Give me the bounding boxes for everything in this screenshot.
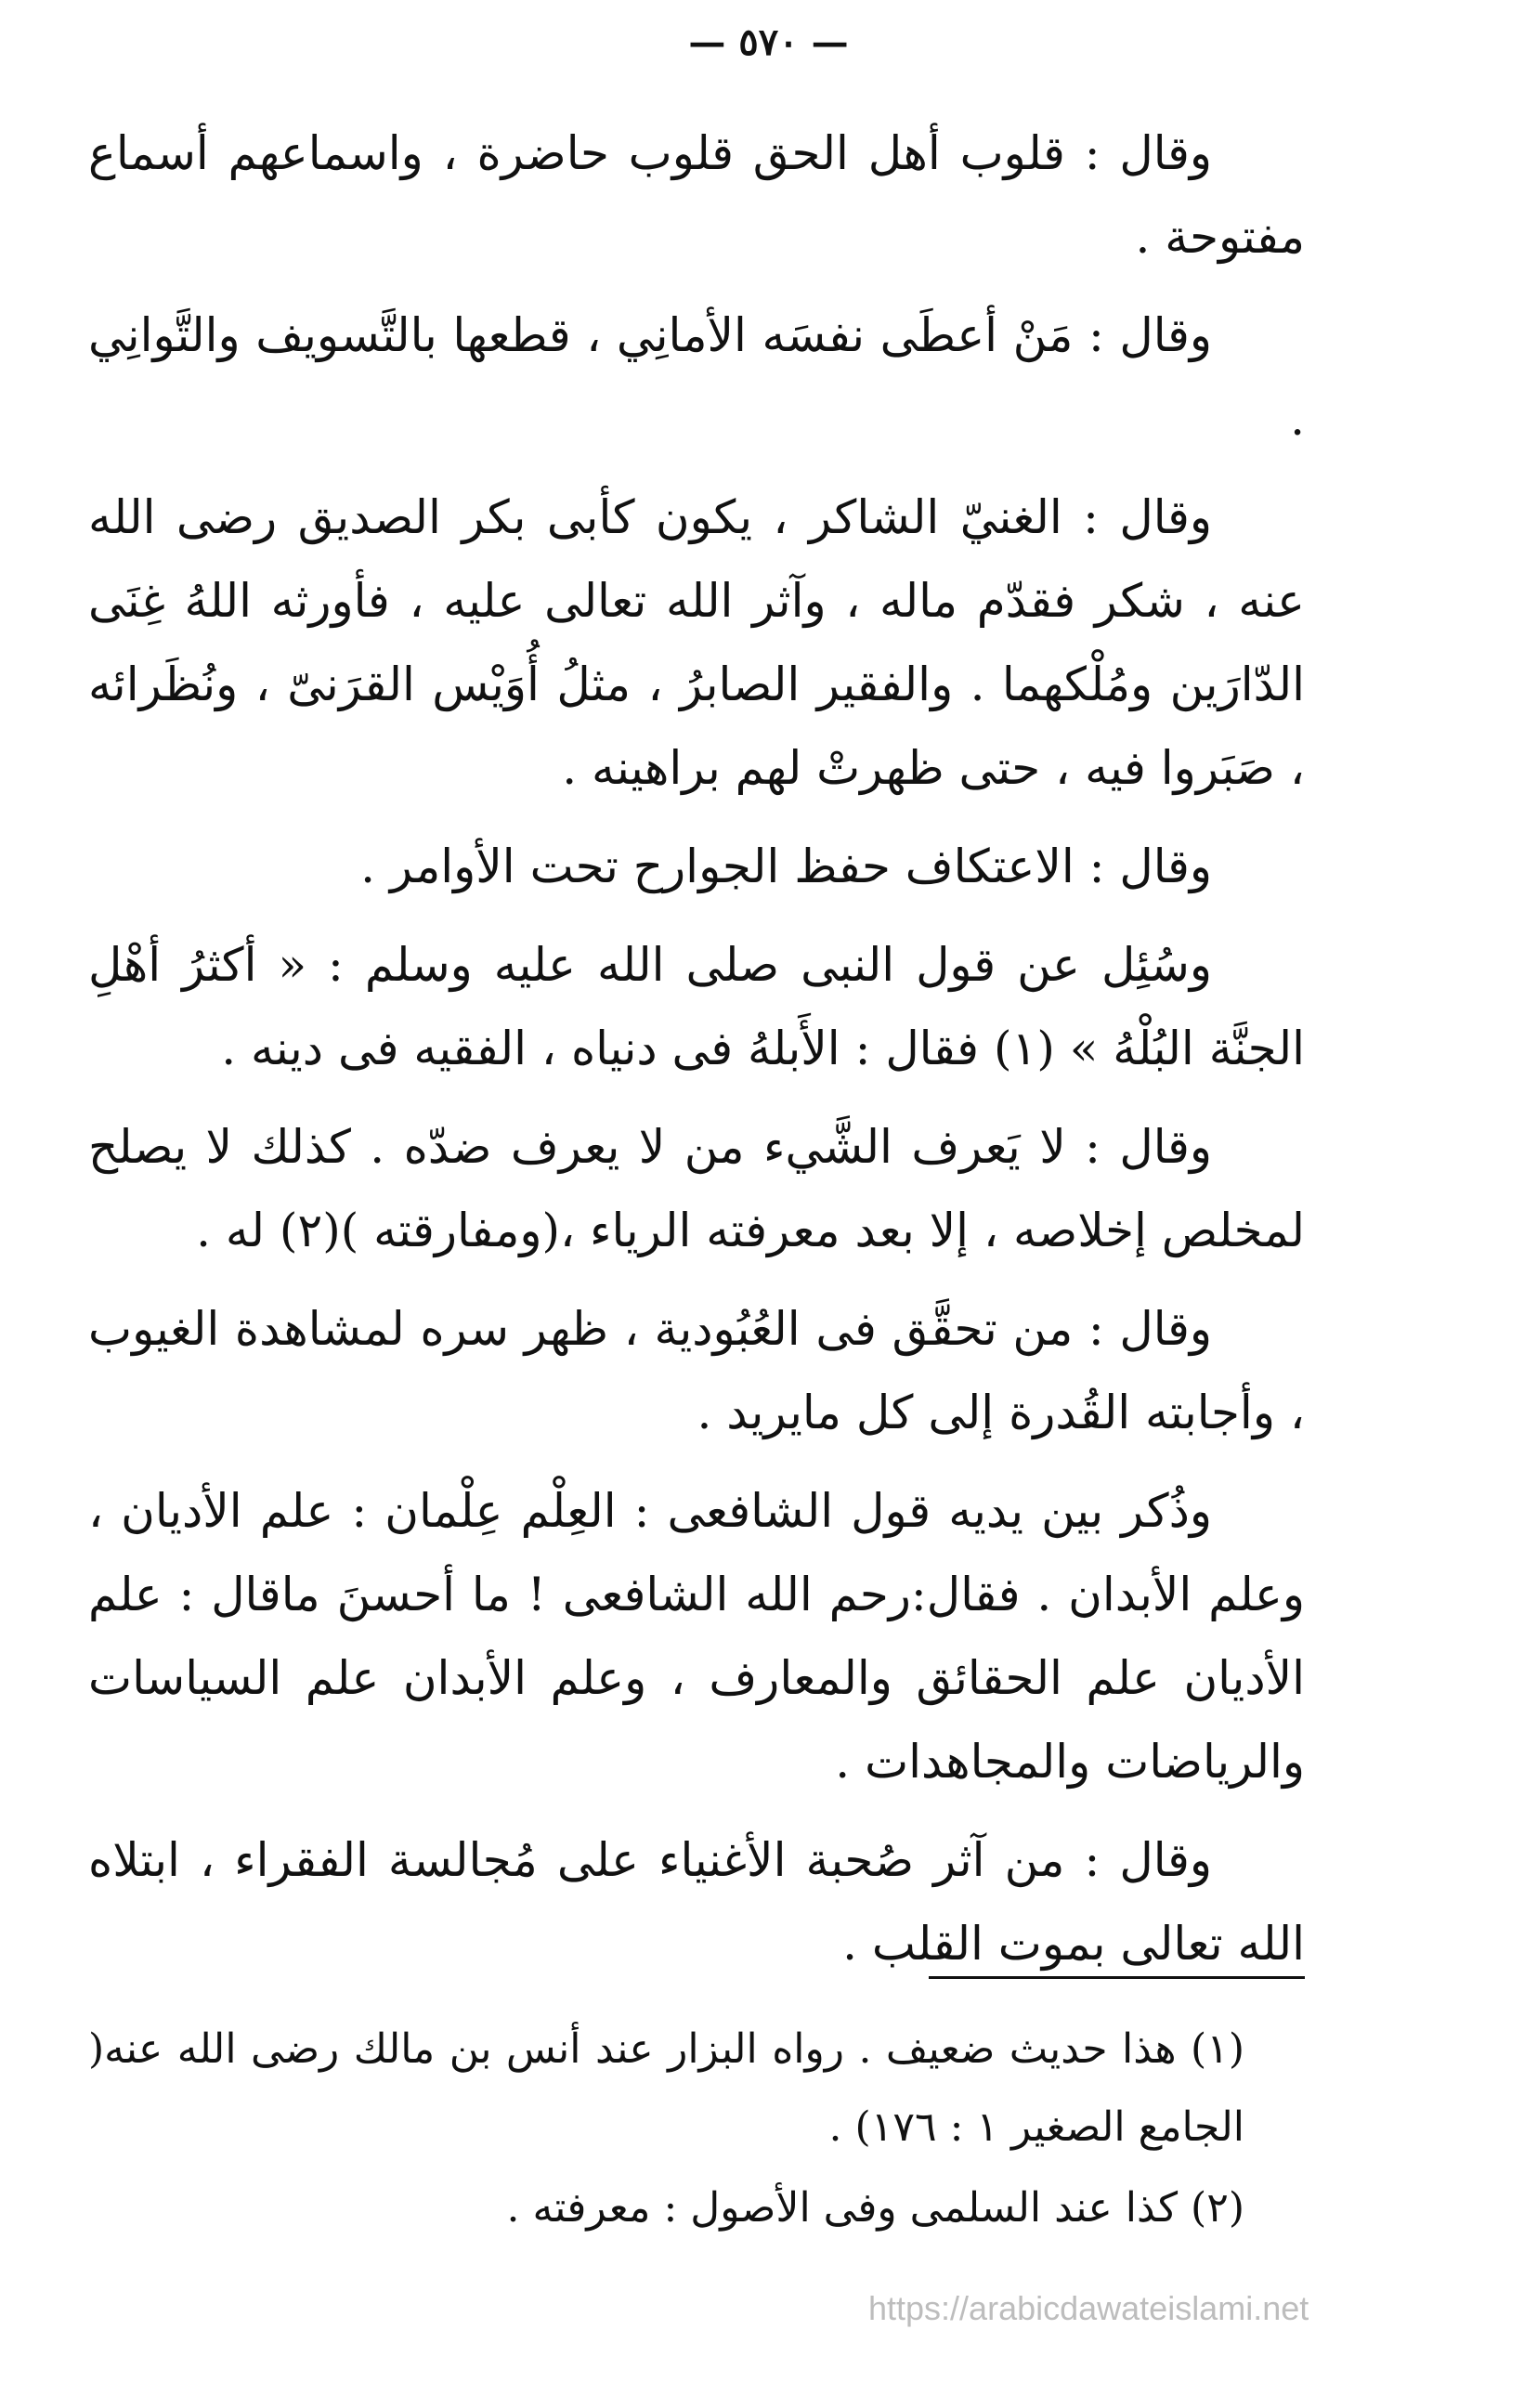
main-text [88,111,1305,2000]
paragraph-7: وقال : من تحقَّق فى العُبُودية ، ظهر سره لمشاهدة الغيوب ، وأجابته القُدرة إلى كل مايريد . [88,1302,1305,1439]
paragraph-8: وذُكر بين يديه قول الشافعى : العِلْم عِلْمان : علم الأديان ، وعلم الأبدان . فقال:رحم الله الشافعى ! ما أحسنَ ماقال : علم الأديان علم الحقائق والمعارف ، وعلم الأبدان علم السياسات والرياضات والمجاهدات . [88,1484,1305,1789]
watermark-url: https://arabicdawateislami.net [868,2289,1309,2327]
paragraph-1: وقال : قلوب أهل الحق قلوب حاضرة ، واسماعهم أسماع مفتوحة . [88,126,1305,264]
paragraph-3: وقال : الغنيّ الشاكر ، يكون كأبى بكر الصديق رضى الله عنه ، شكر فقدّم ماله ، وآثر الله تعالى عليه ، فأورثه اللهُ غِنَى الدّارَين ومُلْكهما . والفقير الصابرُ ، مثلُ أُوَيْس القرَنىّ ، ونُظَرائه ، صَبَروا فيه ، حتى ظهرتْ لهم براهينه . [88,490,1305,795]
page-number: — ٥٧٠ — [688,20,849,64]
paragraph-9: وقال : من آثر صُحبة الأغنياء على مُجالسة الفقراء ، ابتلاه الله تعالى بموت القلب . [88,1833,1305,1971]
paragraph-5: وسُئِل عن قول النبى صلى الله عليه وسلم : « أكثرُ أهْلِ الجنَّة البُلْهُ » (١) فقال : الأَبلهُ فى دنياه ، الفقيه فى دينه . [88,938,1305,1075]
paragraph-4: وقال : الاعتكاف حفظ الجوارح تحت الأوامر . [360,840,1212,893]
paragraph-2: وقال : مَنْ أعطَى نفسَه الأمانِي ، قطعها بالتَّسويف والتَّوانِي . [88,308,1305,446]
footnote-2: (٢) كذا عند السلمى وفى الأصول : معرفته . [506,2184,1244,2232]
footnotes [88,2011,1244,2251]
footnote-divider [929,1976,1305,1979]
paragraph-6: وقال : لا يَعرف الشَّيء من لا يعرف ضدّه . كذلك لا يصلح لمخلص إخلاصه ، إلا بعد معرفته الرياء ،(ومفارقته )(٢) له . [88,1120,1305,1257]
footnote-1: (١) هذا حديث ضعيف . رواه البزار عند أنس بن مالك رضى الله عنه( الجامع الصغير ١ : ١٧٦) . [88,2025,1244,2151]
